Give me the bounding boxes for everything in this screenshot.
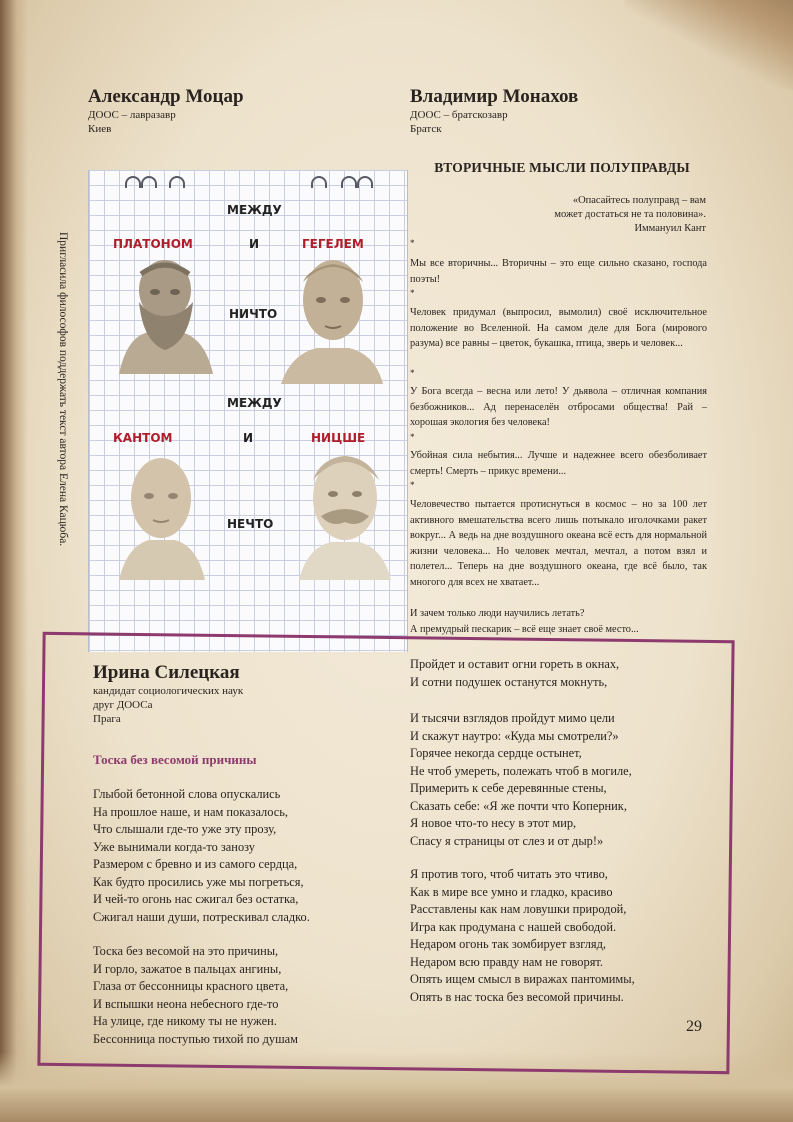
word-platonom: ПЛАТОНОМ [113,237,193,251]
poem-stanza [410,656,619,691]
author-block-motsar [88,86,244,136]
poem-line: Уже вынимали когда-то занозу [93,839,255,854]
author-affiliation: друг ДООСа [93,699,153,711]
poem-line: Что слышали где-то уже эту прозу, [93,822,277,836]
ring-icon [125,176,141,188]
author-block-siletskaya [93,662,243,726]
nietzsche-bust-image [293,450,397,580]
word-nichto: НИЧТО [229,307,278,321]
poem-line: Не чтоб умереть, полежать чтоб в могиле, [410,763,632,778]
poem-line: Глыбой бетонной слова опускались [93,787,281,801]
poem-line: И скажут наутро: «Куда мы смотрели?» [410,728,619,743]
poem-line: На улице, где никому ты не нужен. [93,1014,277,1028]
poem-line: Я новое что-то несу в этот мир, [410,816,577,830]
page-curl-top-right [616,0,793,93]
poem-line: И вспышки неона небесного где-то [93,996,279,1011]
vertical-caption [56,232,74,612]
poem-stanza [93,786,310,926]
separator-star: * [410,368,415,378]
separator-star: * [410,238,415,248]
page-number: 29 [686,1018,702,1035]
author-affiliation: ДООС – лавразавр [88,109,176,121]
poem-line: Расставлены как нам ловушки природой, [410,902,627,916]
epigraph [460,194,706,236]
author-city: Киев [88,123,112,135]
article-title: ВТОРИЧНЫЕ МЫСЛИ ПОЛУПРАВДЫ [434,160,690,175]
word-nechto: НЕЧТО [227,517,274,531]
poem-line: Бессонница поступью тихой по душам [93,1031,298,1046]
ring-icon [357,176,373,188]
poem-stanza [93,943,298,1048]
epigraph-line: может достаться не та половина». [554,209,706,220]
poem-stanza [410,866,635,1006]
author-name: Ирина Силецкая [93,662,240,683]
poem-stanza [410,710,632,850]
vertical-caption-text: Пригласила философов поддержать текст автора Елена Кацюба. [57,232,69,547]
ring-icon [311,176,327,188]
separator-star: * [410,432,415,442]
author-city: Братск [410,123,442,135]
word-gegelem: ГЕГЕЛЕМ [302,237,364,251]
plato-bust-image [109,256,221,374]
prose-paragraph: Убойная сила небытия... Лучше и надежнее всего обезболивает смерть! Смерть – прикус времени... [410,450,707,477]
poem-line: Глаза от бессонницы красного цвета, [93,979,289,993]
word-nitsshe: НИЦШЕ [311,431,366,445]
word-mezhdu: МЕЖДУ [227,396,282,410]
prose-paragraph: У Бога всегда – весна или лето! У дьявола – отличная компания безбожников... Ад перенаселён отбросами общества! Рай – хорошая экология без человека! [410,386,707,429]
poem-line: Спасу я страницы от слез и от дыр!» [410,833,604,848]
ring-icon [169,176,185,188]
poem-line: И сотни подушек останутся мокнуть, [410,674,608,689]
poem-title: Тоска без весомой причины [93,752,257,767]
page-curl-left [0,0,28,1122]
poem-line: Опять в нас тоска без весомой причины. [410,989,624,1004]
prose-paragraph: Человек придумал (выпросил, вымолил) своё исключительное положение во Вселенной. На самом деле для Бога (мирового разума) все равны – цветок, букашка, птица, зверь и человек... [410,307,707,350]
poem-line: И чей-то огонь нас сжигал без остатка, [93,892,299,906]
prose-line: И зачем только люди научились летать? [410,608,585,619]
poem-line: Примерить к себе деревянные стены, [410,781,607,795]
word-i: И [249,237,260,251]
epigraph-author: Иммануил Кант [634,223,706,234]
prose-paragraph: Человечество пытается протиснуться в космос – но за 100 лет активного вмешательства всего лишь потыкало иголочками ракет вокруг... А ведь на дне воздушного океана всё есть для нормальной жизни человека... Но человек мечтал, мечтал, а потом взял и полетел... Теперь на дне воздушного океана, где всё было, так многого для всех не хватает... [410,499,707,588]
ring-icon [341,176,357,188]
word-kantom: КАНТОМ [113,431,173,445]
author-name: Владимир Монахов [410,86,579,107]
separator-star: * [410,480,415,490]
poem-line: Размером с бревно и из самого сердца, [93,857,298,871]
poem-line: Недаром всю правду нам не говорят. [410,954,603,969]
prose-paragraph: Мы все вторичны... Вторичны – это еще сильно сказано, господа поэты! [410,258,707,285]
poem-line: На прошлое наше, и нам показалось, [93,804,288,819]
author-city: Прага [93,713,121,725]
poem-line: И тысячи взглядов пройдут мимо цели [410,711,615,725]
poem-line: Опять ищем смысл в виражах пантомимы, [410,972,635,986]
epigraph-line: «Опасайтесь полуправд – вам [572,195,706,206]
word-i: И [243,431,254,445]
poem-line: И горло, зажатое в пальцах ангины, [93,961,282,976]
kant-bust-image [111,454,211,580]
poem-line: Недаром огонь так зомбирует взгляд, [410,937,607,951]
poem-line: Сказать себе: «Я же почти что Коперник, [410,798,627,813]
author-affiliation: ДООС – братскозавр [410,109,508,121]
poem-line: Я против того, чтоб читать это чтиво, [410,867,608,881]
poem-line: Как в мире все умно и гладко, красиво [410,884,613,899]
ring-icon [141,176,157,188]
author-block-monakhov [410,86,578,136]
prose-line: А премудрый пескарик – всё еще знает своё место... [410,624,639,635]
poem-line: Сжигал наши души, потрескивал сладко. [93,909,310,924]
word-mezhdu: МЕЖДУ [227,203,282,217]
hegel-bust-image [277,256,389,384]
poem-line: Игра как продумана с нашей свободой. [410,919,617,934]
author-title: кандидат социологических наук [93,685,244,697]
poem-line: Как будто просились уже мы погреться, [93,874,304,889]
poem-line: Пройдет и оставит огни гореть в окнах, [410,657,620,671]
separator-star: * [410,288,415,298]
poem-line: Горячее некогда сердце остынет, [410,746,582,760]
notebook-illustration [88,170,408,652]
poem-line: Тоска без весомой на это причины, [93,944,279,958]
author-name: Александр Моцар [88,86,244,107]
